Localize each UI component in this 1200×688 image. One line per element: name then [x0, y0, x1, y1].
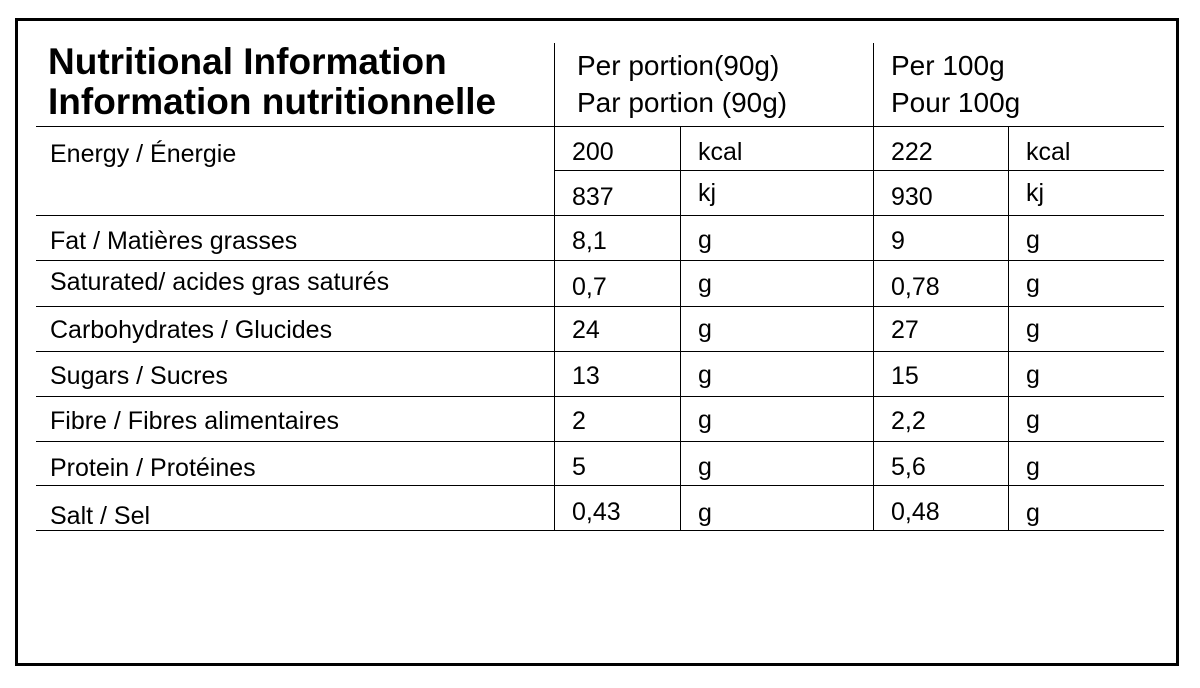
portion-unit: kcal: [698, 138, 743, 166]
portion-unit: g: [698, 270, 712, 298]
per100-unit: kcal: [1026, 138, 1071, 166]
row-label: Protein / Protéines: [50, 454, 256, 482]
row-label: Sugars / Sucres: [50, 362, 228, 390]
portion-value: 8,1: [572, 227, 607, 255]
col-header-100g-fr: Pour 100g: [891, 87, 1021, 118]
portion-unit: g: [698, 406, 712, 434]
rule-protein: [36, 485, 1164, 486]
rule-col-portion-unit: [680, 126, 681, 530]
col-header-portion-en: Per portion(90g): [577, 50, 780, 81]
row-label: Energy / Énergie: [50, 140, 237, 168]
per100-value: 222: [891, 138, 933, 166]
per100-value: 9: [891, 227, 905, 255]
row-label: Salt / Sel: [50, 502, 151, 530]
rule-salt: [36, 530, 1164, 531]
per100-value: 0,78: [891, 273, 940, 301]
per100-value: 15: [891, 362, 919, 390]
rule-sugars: [36, 396, 1164, 397]
rule-col-100g-unit: [1008, 126, 1009, 530]
portion-value: 0,7: [572, 273, 607, 301]
row-label: Fat / Matières grasses: [50, 227, 298, 255]
rule-carbohydrates: [36, 351, 1164, 352]
rule-col-100g: [873, 43, 874, 530]
per100-value: 5,6: [891, 453, 926, 481]
rule-fat: [36, 260, 1164, 261]
per100-value: 27: [891, 316, 919, 344]
rule-header: [36, 126, 1164, 127]
per100-value: 930: [891, 183, 933, 211]
portion-unit: g: [698, 361, 712, 389]
per100-unit: g: [1026, 406, 1040, 434]
per100-unit: g: [1026, 315, 1040, 343]
portion-value: 5: [572, 453, 586, 481]
rule-energy-split: [555, 170, 1164, 171]
rule-saturated: [36, 306, 1164, 307]
portion-value: 200: [572, 138, 614, 166]
portion-value: 837: [572, 183, 614, 211]
per100-unit: g: [1026, 226, 1040, 254]
row-label: Saturated/ acides gras saturés: [50, 268, 390, 296]
rule-fibre: [36, 441, 1164, 442]
row-label: Carbohydrates / Glucides: [50, 316, 333, 344]
title-fr: Information nutritionnelle: [48, 81, 497, 122]
rule-col-portion: [554, 43, 555, 530]
portion-unit: g: [698, 315, 712, 343]
per100-unit: kj: [1026, 179, 1045, 207]
portion-unit: g: [698, 453, 712, 481]
col-header-portion-fr: Par portion (90g): [577, 87, 788, 118]
title-en: Nutritional Information: [48, 41, 447, 82]
portion-value: 0,43: [572, 498, 621, 526]
portion-unit: g: [698, 499, 712, 527]
row-label: Fibre / Fibres alimentaires: [50, 407, 339, 435]
per100-unit: g: [1026, 270, 1040, 298]
portion-unit: kj: [698, 179, 717, 207]
per100-value: 2,2: [891, 407, 926, 435]
portion-value: 2: [572, 407, 586, 435]
portion-unit: g: [698, 226, 712, 254]
col-header-100g-en: Per 100g: [891, 50, 1005, 81]
per100-unit: g: [1026, 453, 1040, 481]
portion-value: 24: [572, 316, 600, 344]
rule-energy: [36, 215, 1164, 216]
per100-unit: g: [1026, 361, 1040, 389]
portion-value: 13: [572, 362, 600, 390]
per100-unit: g: [1026, 499, 1040, 527]
per100-value: 0,48: [891, 498, 940, 526]
